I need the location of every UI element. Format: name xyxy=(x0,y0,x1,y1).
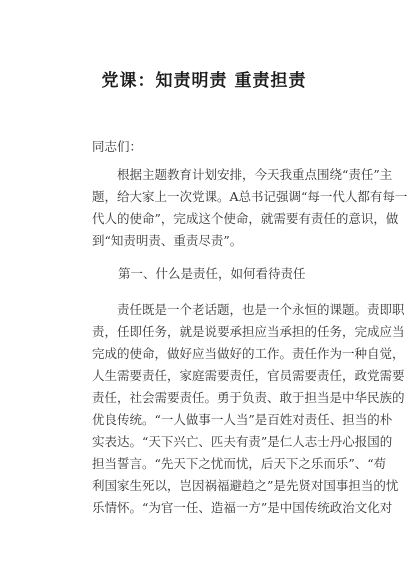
paragraph-line: 责任，社会需要责任。勇于负责、敢于担当是中华民族的 xyxy=(92,390,405,405)
paragraph-line: 责任既是一个老话题，也是一个永恒的课题。责即职 xyxy=(92,302,405,317)
paragraph-line: 优良传统。“一人做事一人当”是百姓对责任、担当的朴 xyxy=(92,412,393,427)
paragraph-line: 代人的使命”，完成这个使命，就需要有责任的意识，做 xyxy=(92,211,399,226)
paragraph-responsibility xyxy=(92,299,405,519)
paragraph-line: 实表达。“天下兴亡、匹夫有责”是仁人志士丹心报国的 xyxy=(92,434,393,449)
paragraph-line: 乐情怀。“为官一任、造福一方”是中国传统政治文化对 xyxy=(92,500,393,515)
paragraph-intro xyxy=(92,164,408,252)
paragraph-line: 利国家生死以，岂因祸福避趋之”是先贤对国事担当的忧 xyxy=(92,478,399,493)
document-title: 党课：知责明责 重责担责 xyxy=(101,71,307,91)
paragraph-line: 担当誓言。“先天下之忧而忧，后天下之乐而乐”、“苟 xyxy=(92,456,387,471)
section-heading: 第一、什么是责任，如何看待责任 xyxy=(118,266,306,281)
paragraph-line: 根据主题教育计划安排，今天我重点围绕“责任”主 xyxy=(92,167,393,182)
paragraph-line: 到“知责明责、重责尽责”。 xyxy=(92,233,243,248)
paragraph-line: 完成的使命，做好应当做好的工作。责任作为一种自觉， xyxy=(92,346,405,361)
paragraph-line: 人生需要责任，家庭需要责任，官员需要责任，政党需要 xyxy=(92,368,405,383)
salutation: 同志们： xyxy=(92,139,143,154)
paragraph-line: 题，给大家上一次党课。A总书记强调“每一代人都有每一 xyxy=(92,189,408,204)
paragraph-line: 责，任即任务，就是说要承担应当承担的任务，完成应当 xyxy=(92,324,405,339)
